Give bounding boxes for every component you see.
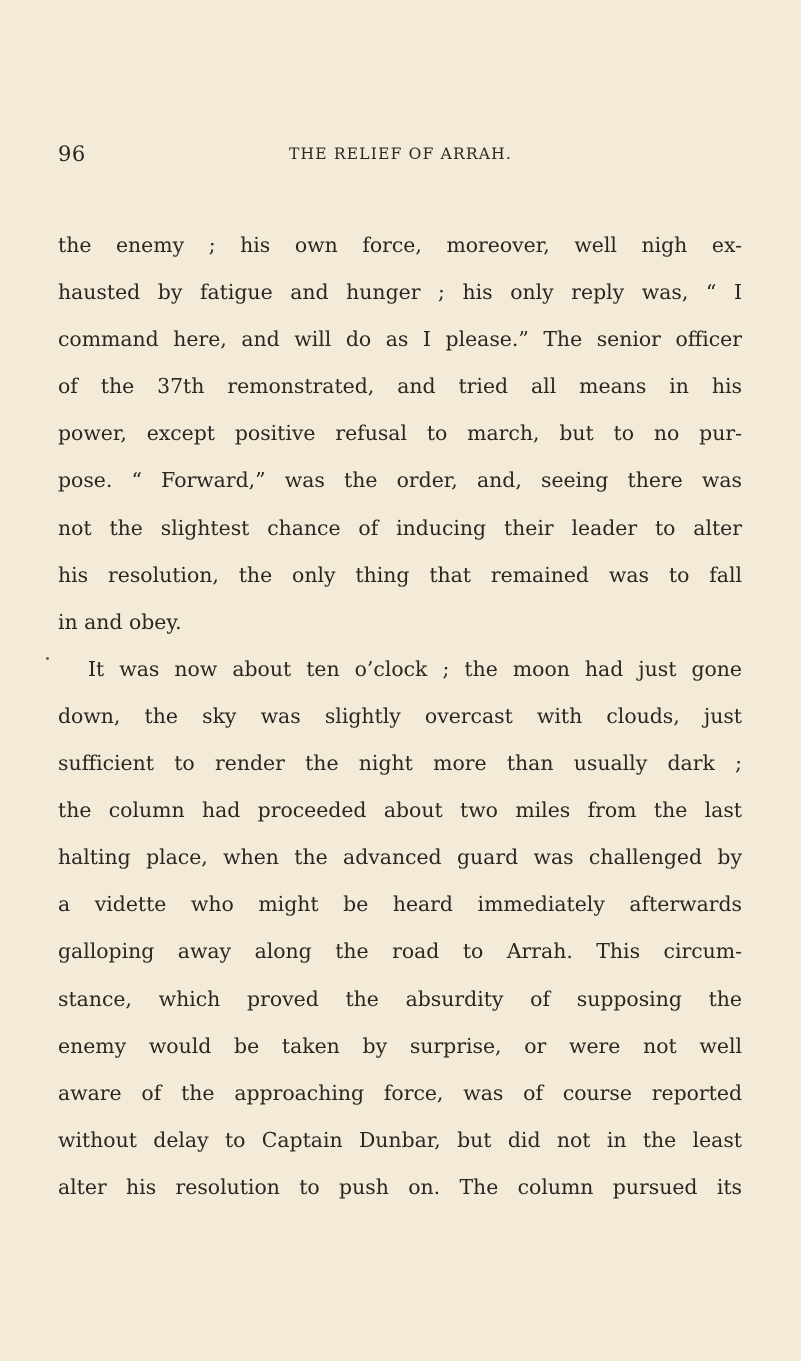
text-line: in and obey.: [58, 609, 182, 634]
text-line: without delay to Captain Dunbar, but did not in the least: [58, 1127, 742, 1152]
text-line: a vidette who might be heard immediately afterwards: [58, 892, 742, 917]
body-text: [58, 222, 742, 1211]
text-line: galloping away along the road to Arrah. This circum-: [58, 939, 742, 964]
text-line: down, the sky was slightly overcast with clouds, just: [58, 703, 742, 728]
text-line: enemy would be taken by surprise, or were not well: [58, 1033, 742, 1058]
text-line: aware of the approaching force, was of course reported: [58, 1080, 742, 1105]
running-title: THE RELIEF OF ARRAH.: [288, 145, 513, 163]
text-line: his resolution, the only thing that remained was to fall: [58, 562, 742, 587]
page-header: [58, 142, 743, 172]
text-line: power, except positive refusal to march, but to no pur-: [58, 421, 742, 446]
text-line: halting place, when the advanced guard was challenged by: [58, 845, 742, 870]
text-line: alter his resolution to push on. The column pursued its: [58, 1174, 742, 1199]
stray-print-mark: [46, 657, 49, 660]
text-line: stance, which proved the absurdity of supposing the: [58, 986, 742, 1011]
text-line: hausted by fatigue and hunger ; his only reply was, “ I: [58, 280, 742, 305]
text-line: command here, and will do as I please.” The senior officer: [58, 327, 742, 352]
text-line: the column had proceeded about two miles from the last: [58, 798, 742, 823]
text-line: pose. “ Forward,” was the order, and, seeing there was: [58, 468, 742, 493]
text-line: of the 37th remonstrated, and tried all means in his: [58, 374, 742, 399]
text-line: the enemy ; his own force, moreover, well nigh ex-: [58, 233, 742, 257]
text-line: sufficient to render the night more than usually dark ;: [58, 751, 742, 776]
page-number: 96: [58, 142, 86, 166]
text-line: It was now about ten o’clock ; the moon had just gone: [88, 656, 742, 681]
text-line: not the slightest chance of inducing their leader to alter: [58, 515, 742, 540]
